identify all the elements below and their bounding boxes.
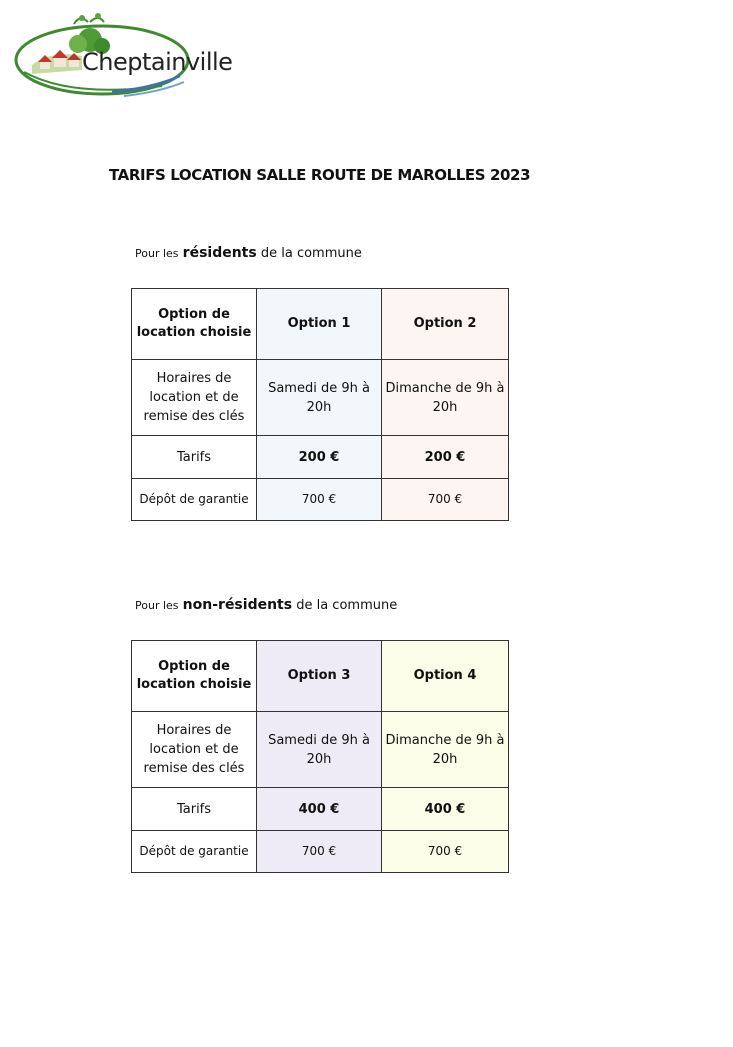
row-label-price: Tarifs xyxy=(132,788,257,831)
town-logo xyxy=(12,10,233,100)
residents-intro-prefix: Pour les xyxy=(135,247,179,260)
non-residents-intro-strong: non-résidents xyxy=(182,597,293,613)
column-header-option-2: Option 2 xyxy=(382,289,509,360)
deposit-option-3: 700 € xyxy=(257,831,382,873)
column-header-option-4: Option 4 xyxy=(382,641,509,712)
document-title: TARIFS LOCATION SALLE ROUTE DE MAROLLES 2023 xyxy=(109,166,531,184)
row-header-option: Option de location choisie xyxy=(132,289,257,360)
residents-intro-strong: résidents xyxy=(182,245,257,261)
residents-intro xyxy=(135,245,362,261)
price-option-2: 200 € xyxy=(382,436,509,479)
hours-option-3: Samedi de 9h à 20h xyxy=(257,712,382,788)
residents-rates-table xyxy=(131,288,509,521)
table-row xyxy=(132,436,509,479)
table-row xyxy=(132,641,509,712)
row-label-price: Tarifs xyxy=(132,436,257,479)
logo-town-name: Cheptainville xyxy=(82,48,233,76)
table-row xyxy=(132,479,509,521)
column-header-option-3: Option 3 xyxy=(257,641,382,712)
table-row xyxy=(132,289,509,360)
row-label-hours: Horaires de location et de remise des clés xyxy=(132,712,257,788)
deposit-option-2: 700 € xyxy=(382,479,509,521)
row-label-deposit: Dépôt de garantie xyxy=(132,479,257,521)
table-row xyxy=(132,712,509,788)
row-label-deposit: Dépôt de garantie xyxy=(132,831,257,873)
table-row xyxy=(132,360,509,436)
deposit-option-4: 700 € xyxy=(382,831,509,873)
table-row xyxy=(132,788,509,831)
hours-option-4: Dimanche de 9h à 20h xyxy=(382,712,509,788)
residents-intro-suffix: de la commune xyxy=(260,246,362,261)
price-option-4: 400 € xyxy=(382,788,509,831)
column-header-option-1: Option 1 xyxy=(257,289,382,360)
non-residents-intro-prefix: Pour les xyxy=(135,599,179,612)
non-residents-intro-suffix: de la commune xyxy=(296,598,398,613)
row-label-hours: Horaires de location et de remise des clés xyxy=(132,360,257,436)
table-row xyxy=(132,831,509,873)
hours-option-1: Samedi de 9h à 20h xyxy=(257,360,382,436)
hours-option-2: Dimanche de 9h à 20h xyxy=(382,360,509,436)
deposit-option-1: 700 € xyxy=(257,479,382,521)
row-header-option: Option de location choisie xyxy=(132,641,257,712)
non-residents-intro xyxy=(135,597,397,613)
price-option-1: 200 € xyxy=(257,436,382,479)
non-residents-rates-table xyxy=(131,640,509,873)
price-option-3: 400 € xyxy=(257,788,382,831)
